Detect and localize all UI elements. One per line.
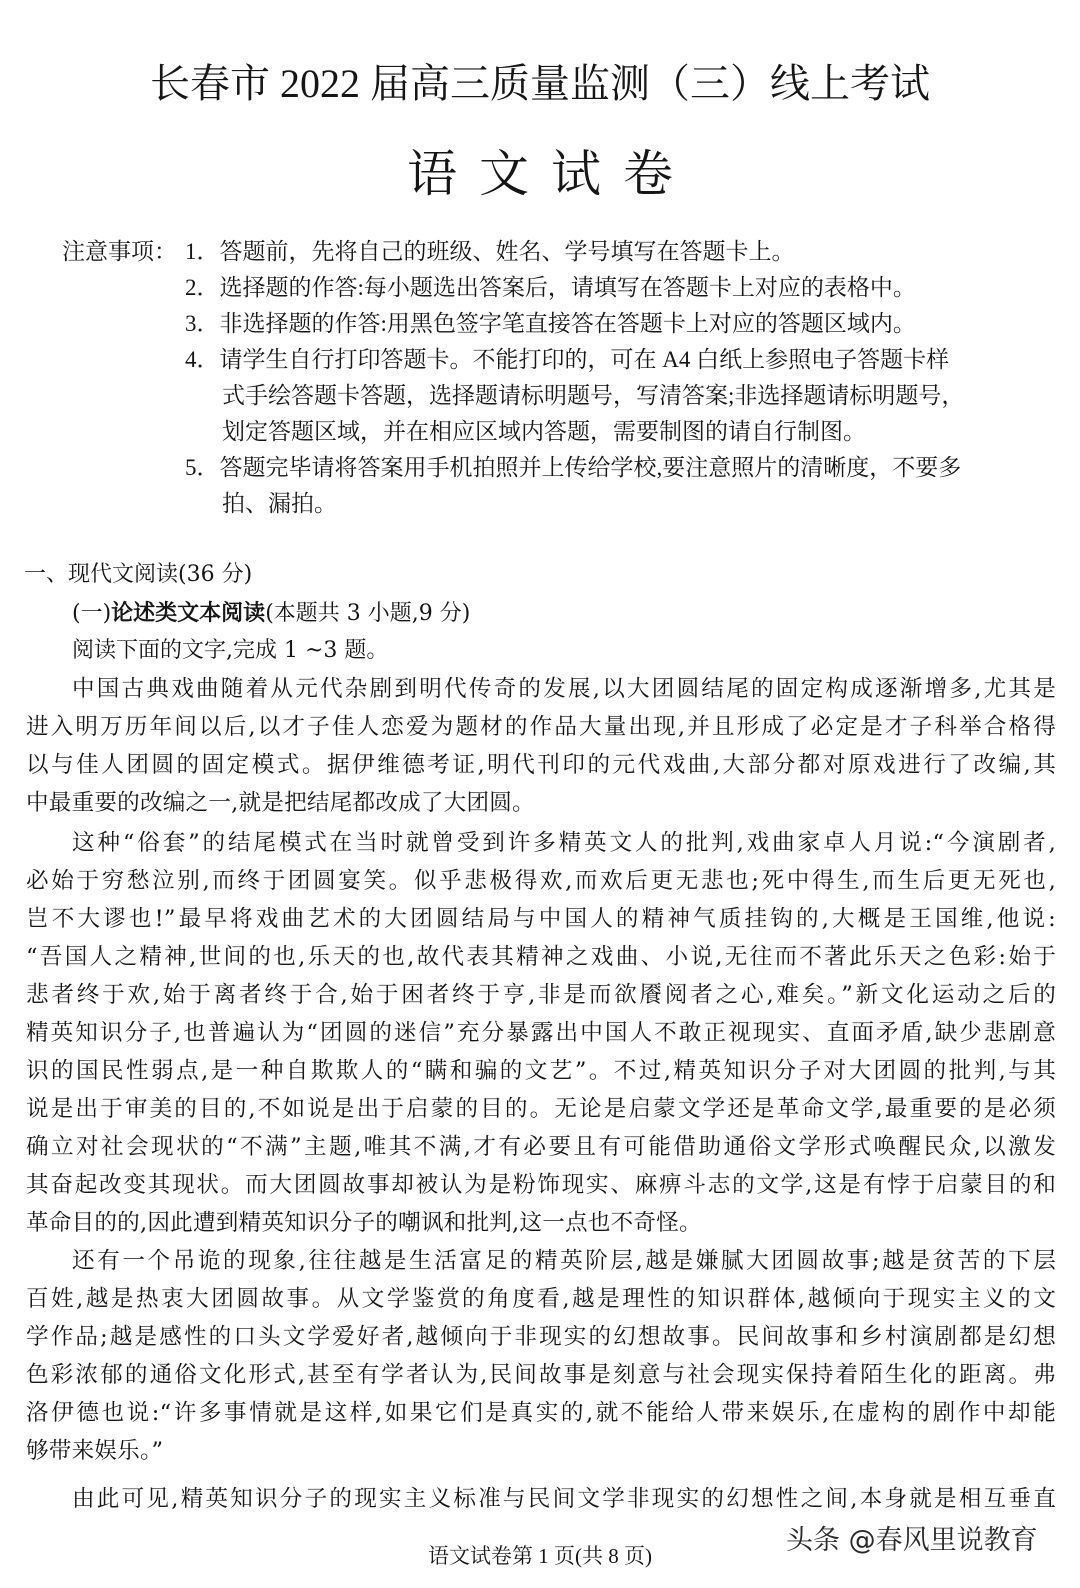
subsection-number: (一) <box>72 601 112 626</box>
page-footer: 语文试卷第 1 页(共 8 页) <box>428 1544 652 1568</box>
passage-line: 中最重要的改编之一,就是把结尾都改成了大团圆。 <box>26 790 535 816</box>
notice-item-5-cont: 拍、漏拍。 <box>222 491 337 516</box>
notice-item-3: 3．非选择题的作答:用黑色签字笔直接答在答题卡上对应的答题区域内。 <box>185 311 916 336</box>
watermark: 头条 @春风里说教育 <box>786 1525 1038 1556</box>
passage-line: “吾国人之精神,世间的也,乐天的也,故代表其精神之戏曲、小说,无往而不著此乐天之色彩:始于 <box>26 944 1056 970</box>
reading-instruction: 阅读下面的文字,完成 1 ~3 题。 <box>72 638 389 663</box>
subsection-heading <box>72 596 470 631</box>
notice-item-4: 4．请学生自行打印答题卡。不能打印的，可在 A4 白纸上参照电子答题卡样 <box>185 347 950 372</box>
passage-line: 精英知识分子,也普遍认为“团圆的迷信”充分暴露出中国人不敢正视现实、直面矛盾,缺少悲剧意 <box>26 1020 1056 1046</box>
passage-line: 这种“俗套”的结尾模式在当时就曾受到许多精英文人的批判,戏曲家卓人月说:“今演剧者, <box>72 830 1056 856</box>
passage-line: 岂不大谬也!”最早将戏曲艺术的大团圆结局与中国人的精神气质挂钩的,大概是王国维,他说: <box>26 906 1056 932</box>
notice-label: 注意事项： <box>62 239 177 264</box>
passage-line: 由此可见,精英知识分子的现实主义标准与民间文学非现实的幻想性之间,本身就是相互垂直 <box>72 1486 1056 1512</box>
notice-item-4-cont2: 划定答题区域，并在相应区域内答题，需要制图的请自行制图。 <box>222 419 866 444</box>
passage-line: 悲者终于欢,始于离者终于合,始于困者终于亨,非是而欲餍阅者之心,难矣。”新文化运动之后的 <box>26 982 1056 1008</box>
passage-line: 必始于穷愁泣别,而终于团圆宴笑。似乎悲极得欢,而欢后更无悲也;死中得生,而生后更无死也, <box>26 868 1056 894</box>
passage-line: 说是出于审美的目的,不如说是出于启蒙的目的。无论是启蒙文学还是革命文学,最重要的是必须 <box>26 1096 1056 1122</box>
section-heading: 一、现代文阅读(36 分) <box>24 562 253 587</box>
notice-item-5: 5．答题完毕请将答案用手机拍照并上传给学校,要注意照片的清晰度，不要多 <box>185 455 962 480</box>
passage-line: 洛伊德也说:“许多事情就是这样,如果它们是真实的,就不能给人带来娱乐,在虚构的剧作中却能 <box>26 1400 1056 1426</box>
notice-item-1: 1．答题前，先将自己的班级、姓名、学号填写在答题卡上。 <box>185 239 795 264</box>
notice-item-2: 2．选择题的作答:每小题选出答案后，请填写在答题卡上对应的表格中。 <box>185 275 916 300</box>
exam-title: 长春市 2022 届高三质量监测（三）线上考试 <box>150 61 930 106</box>
passage-line: 其奋起改变其现状。而大团圆故事却被认为是粉饰现实、麻痹斗志的文学,这是有悖于启蒙目的和 <box>26 1172 1056 1198</box>
passage-line: 中国古典戏曲随着从元代杂剧到明代传奇的发展,以大团圆结尾的固定构成逐渐增多,尤其是 <box>72 676 1056 702</box>
passage-line: 还有一个吊诡的现象,往往越是生活富足的精英阶层,越是嫌腻大团圆故事;越是贫苦的下层 <box>72 1248 1056 1274</box>
passage-line: 识的国民性弱点,是一种自欺欺人的“瞒和骗的文艺”。不过,精英知识分子对大团圆的批判,与其 <box>26 1058 1056 1084</box>
passage-line: 革命目的的,因此遭到精英知识分子的嘲讽和批判,这一点也不奇怪。 <box>26 1210 702 1236</box>
passage-line: 够带来娱乐。” <box>26 1438 164 1464</box>
passage-line: 色彩浓郁的通俗文化形式,甚至有学者认为,民间故事是刻意与社会现实保持着陌生化的距离。弗 <box>26 1362 1056 1388</box>
passage-line: 以与佳人团圆的固定模式。据伊维德考证,明代刊印的元代戏曲,大部分都对原戏进行了改编,其 <box>26 752 1056 778</box>
passage-line: 学作品;越是感性的口头文学爱好者,越倾向于非现实的幻想故事。民间故事和乡村演剧都是幻想 <box>26 1324 1056 1350</box>
exam-subtitle: 语文试卷 <box>407 145 695 203</box>
subsection-score: (本题共 3 小题,9 分) <box>265 601 471 626</box>
passage-line: 确立对社会现状的“不满”主题,唯其不满,才有必要且有可能借助通俗文学形式唤醒民众,以激发 <box>26 1134 1056 1160</box>
notice-item-4-cont1: 式手绘答题卡答题，选择题请标明题号，写清答案;非选择题请标明题号， <box>222 383 965 408</box>
passage-line: 进入明万历年间以后,以才子佳人恋爱为题材的作品大量出现,并且形成了必定是才子科举合格得 <box>26 714 1056 740</box>
passage-line: 百姓,越是热衷大团圆故事。从文学鉴赏的角度看,越是理性的知识群体,越倾向于现实主义的文 <box>26 1286 1056 1312</box>
subsection-title: 论述类文本阅读 <box>111 600 266 626</box>
